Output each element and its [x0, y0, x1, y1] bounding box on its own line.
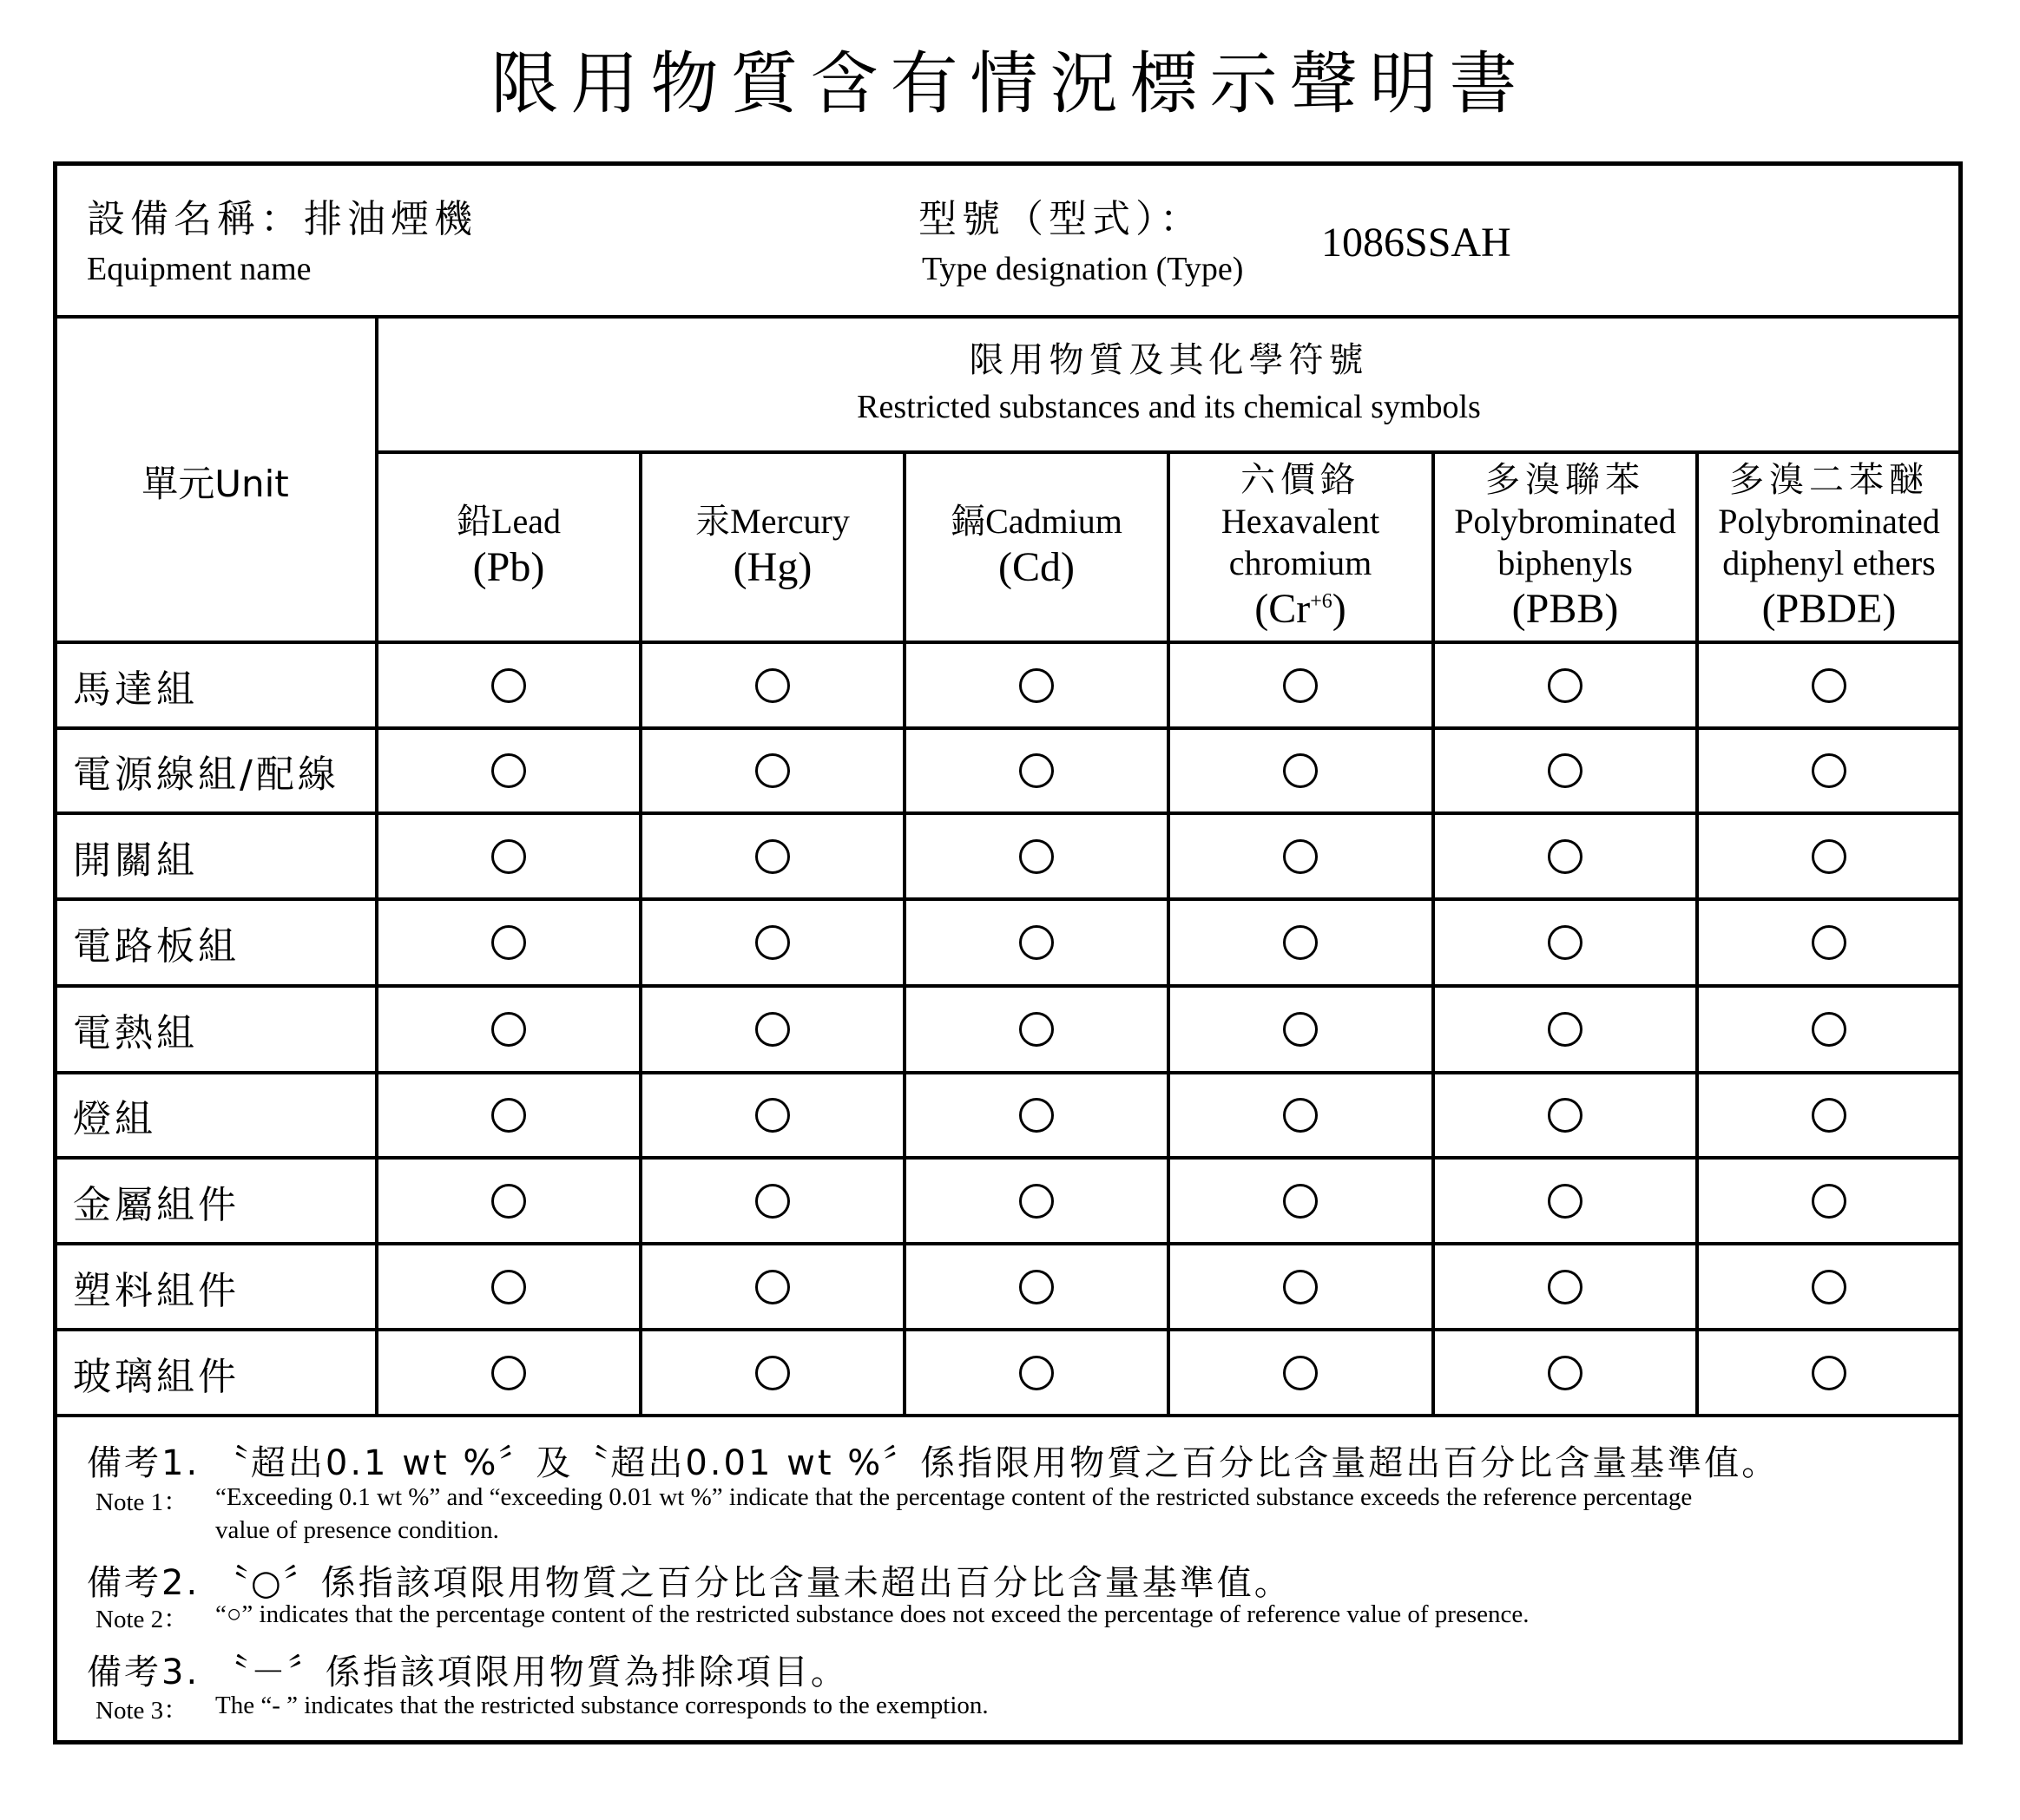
compliance-mark-circle: [1548, 1012, 1582, 1047]
grid-line: [53, 726, 1963, 730]
column-lead-name: 鉛Lead: [457, 501, 561, 541]
column-pbb-en2: biphenyls: [1497, 542, 1633, 582]
grid-line: [53, 1071, 1963, 1074]
column-cadmium-name: 鎘Cadmium: [951, 501, 1122, 541]
equipment-name-label-cn: 設備名稱：排油煙機: [87, 197, 477, 241]
compliance-mark-circle: [755, 1184, 790, 1219]
note-1-en-line2: value of presence condition.: [215, 1516, 499, 1544]
compliance-mark-circle: [1812, 1270, 1846, 1304]
column-header-cadmium: [906, 454, 1167, 639]
note-1-cn: 備考1. 〝超出0.1 wt %〞及〝超出0.01 wt %〞係指限用物質之百分比含量超出百分比含量基準值。: [87, 1443, 1780, 1483]
row-label-lamp: 燈組: [73, 1097, 156, 1141]
compliance-mark-circle: [1019, 1012, 1054, 1047]
column-header-pbb: [1435, 454, 1695, 639]
compliance-mark-circle: [755, 753, 790, 788]
column-pbde-en1: Polybrominated: [1718, 501, 1940, 541]
compliance-mark-circle: [1283, 839, 1318, 874]
document-title: 限用物質含有情況標示聲明書: [490, 45, 1530, 123]
equipment-name-label-en: Equipment name: [87, 251, 312, 287]
note-3-en-line1: The “- ” indicates that the restricted substance corresponds to the exemption.: [215, 1692, 989, 1719]
compliance-mark-circle: [1548, 1184, 1582, 1219]
grid-line: [53, 1242, 1963, 1245]
compliance-mark-circle: [1283, 1098, 1318, 1133]
grid-line: [53, 1156, 1963, 1160]
compliance-mark-circle: [1283, 753, 1318, 788]
column-header-mercury: [642, 454, 903, 639]
row-label-glass-parts: 玻璃組件: [73, 1354, 240, 1399]
chromium-symbol-end: ): [1332, 585, 1346, 632]
column-header-lead: [378, 454, 639, 639]
compliance-mark-circle: [1548, 839, 1582, 874]
compliance-mark-circle: [755, 1012, 790, 1047]
compliance-mark-circle: [1019, 925, 1054, 960]
compliance-mark-circle: [1812, 753, 1846, 788]
substance-group-cn: 限用物質及其化學符號: [969, 340, 1369, 381]
type-value: 1086SSAH: [1321, 220, 1511, 266]
column-header-hexavalent-chromium: [1170, 454, 1431, 639]
compliance-mark-circle: [1812, 1098, 1846, 1133]
type-label-cn: 型號（型式）：: [918, 197, 1203, 241]
substance-group-header: [378, 319, 1959, 449]
grid-line: [53, 811, 1963, 815]
compliance-mark-circle: [491, 839, 526, 874]
column-cadmium-symbol: (Cd): [998, 543, 1075, 590]
column-pbb-en1: Polybrominated: [1454, 501, 1676, 541]
chromium-symbol-base: (Cr: [1254, 585, 1311, 632]
compliance-mark-circle: [755, 839, 790, 874]
column-lead-symbol: (Pb): [472, 543, 545, 590]
column-mercury-name: 汞Mercury: [695, 501, 850, 541]
row-label-switch: 開關組: [73, 838, 198, 883]
compliance-mark-circle: [1283, 1012, 1318, 1047]
compliance-mark-circle: [1812, 1012, 1846, 1047]
compliance-mark-circle: [755, 668, 790, 703]
compliance-mark-circle: [1019, 668, 1054, 703]
column-chromium-cn: 六價鉻: [1240, 459, 1360, 500]
row-label-motor: 馬達組: [73, 667, 198, 712]
column-chromium-en1: Hexavalent: [1221, 501, 1380, 541]
column-pbb-symbol: (PBB): [1511, 585, 1619, 632]
column-pbde-cn: 多溴二苯醚: [1729, 459, 1929, 500]
compliance-mark-circle: [491, 1356, 526, 1390]
compliance-mark-circle: [1019, 753, 1054, 788]
compliance-mark-circle: [1283, 1270, 1318, 1304]
compliance-mark-circle: [755, 1356, 790, 1390]
compliance-mark-circle: [1548, 1098, 1582, 1133]
row-label-circuit-board: 電路板組: [73, 924, 240, 969]
compliance-mark-circle: [1812, 1356, 1846, 1390]
compliance-mark-circle: [1812, 1184, 1846, 1219]
column-pbb-cn: 多溴聯苯: [1485, 459, 1645, 500]
compliance-mark-circle: [755, 925, 790, 960]
row-label-metal-parts: 金屬組件: [73, 1182, 240, 1227]
chromium-symbol-sup: +6: [1310, 589, 1332, 613]
note-2-label: Note 2：: [95, 1606, 189, 1633]
substance-group-en: Restricted substances and its chemical symbols: [857, 389, 1481, 426]
note-2-cn: 備考2. 〝○〞係指該項限用物質之百分比含量未超出百分比含量基準值。: [87, 1563, 1292, 1603]
note-2-en-line1: “○” indicates that the percentage content of the restricted substance does not exceed the percentage of reference value of presence.: [215, 1600, 1530, 1628]
column-mercury-symbol: (Hg): [733, 543, 813, 590]
compliance-mark-circle: [1019, 1270, 1054, 1304]
compliance-mark-circle: [1812, 668, 1846, 703]
compliance-mark-circle: [491, 753, 526, 788]
note-3-label: Note 3：: [95, 1697, 189, 1725]
grid-line: [53, 641, 1963, 644]
compliance-mark-circle: [1548, 668, 1582, 703]
column-pbde-symbol: (PBDE): [1761, 585, 1897, 632]
unit-header: 單元Unit: [141, 463, 289, 505]
note-1-label: Note 1：: [95, 1488, 189, 1516]
compliance-mark-circle: [1283, 668, 1318, 703]
column-header-pbde: [1699, 454, 1959, 639]
compliance-mark-circle: [1812, 839, 1846, 874]
compliance-mark-circle: [491, 1184, 526, 1219]
compliance-mark-circle: [755, 1098, 790, 1133]
row-label-plastic-parts: 塑料組件: [73, 1268, 240, 1313]
compliance-mark-circle: [491, 668, 526, 703]
compliance-mark-circle: [1548, 1356, 1582, 1390]
compliance-mark-circle: [1019, 1184, 1054, 1219]
compliance-mark-circle: [1019, 1356, 1054, 1390]
row-label-heating: 電熱組: [73, 1011, 198, 1055]
compliance-mark-circle: [1812, 925, 1846, 960]
grid-line: [53, 1414, 1963, 1417]
compliance-mark-circle: [491, 925, 526, 960]
column-chromium-symbol: [1254, 584, 1346, 634]
grid-line: [53, 897, 1963, 901]
column-chromium-en2: chromium: [1228, 542, 1372, 582]
compliance-mark-circle: [491, 1012, 526, 1047]
compliance-mark-circle: [1283, 1356, 1318, 1390]
compliance-mark-circle: [1548, 753, 1582, 788]
column-pbde-en2: diphenyl ethers: [1722, 542, 1936, 582]
type-label-en: Type designation (Type): [922, 251, 1244, 287]
compliance-mark-circle: [1019, 839, 1054, 874]
compliance-mark-circle: [491, 1270, 526, 1304]
compliance-mark-circle: [1283, 1184, 1318, 1219]
grid-line: [53, 984, 1963, 988]
row-label-power-cord: 電源線組/配線: [73, 752, 339, 797]
compliance-mark-circle: [491, 1098, 526, 1133]
compliance-mark-circle: [1548, 925, 1582, 960]
compliance-mark-circle: [1019, 1098, 1054, 1133]
compliance-mark-circle: [1283, 925, 1318, 960]
compliance-mark-circle: [755, 1270, 790, 1304]
compliance-mark-circle: [1548, 1270, 1582, 1304]
note-3-cn: 備考3. 〝－〞係指該項限用物質為排除項目。: [87, 1652, 848, 1692]
note-1-en-line1: “Exceeding 0.1 wt %” and “exceeding 0.01 wt %” indicate that the percentage content of the restricted substance exceeds the reference percentage: [215, 1483, 1693, 1511]
grid-line: [53, 1328, 1963, 1331]
